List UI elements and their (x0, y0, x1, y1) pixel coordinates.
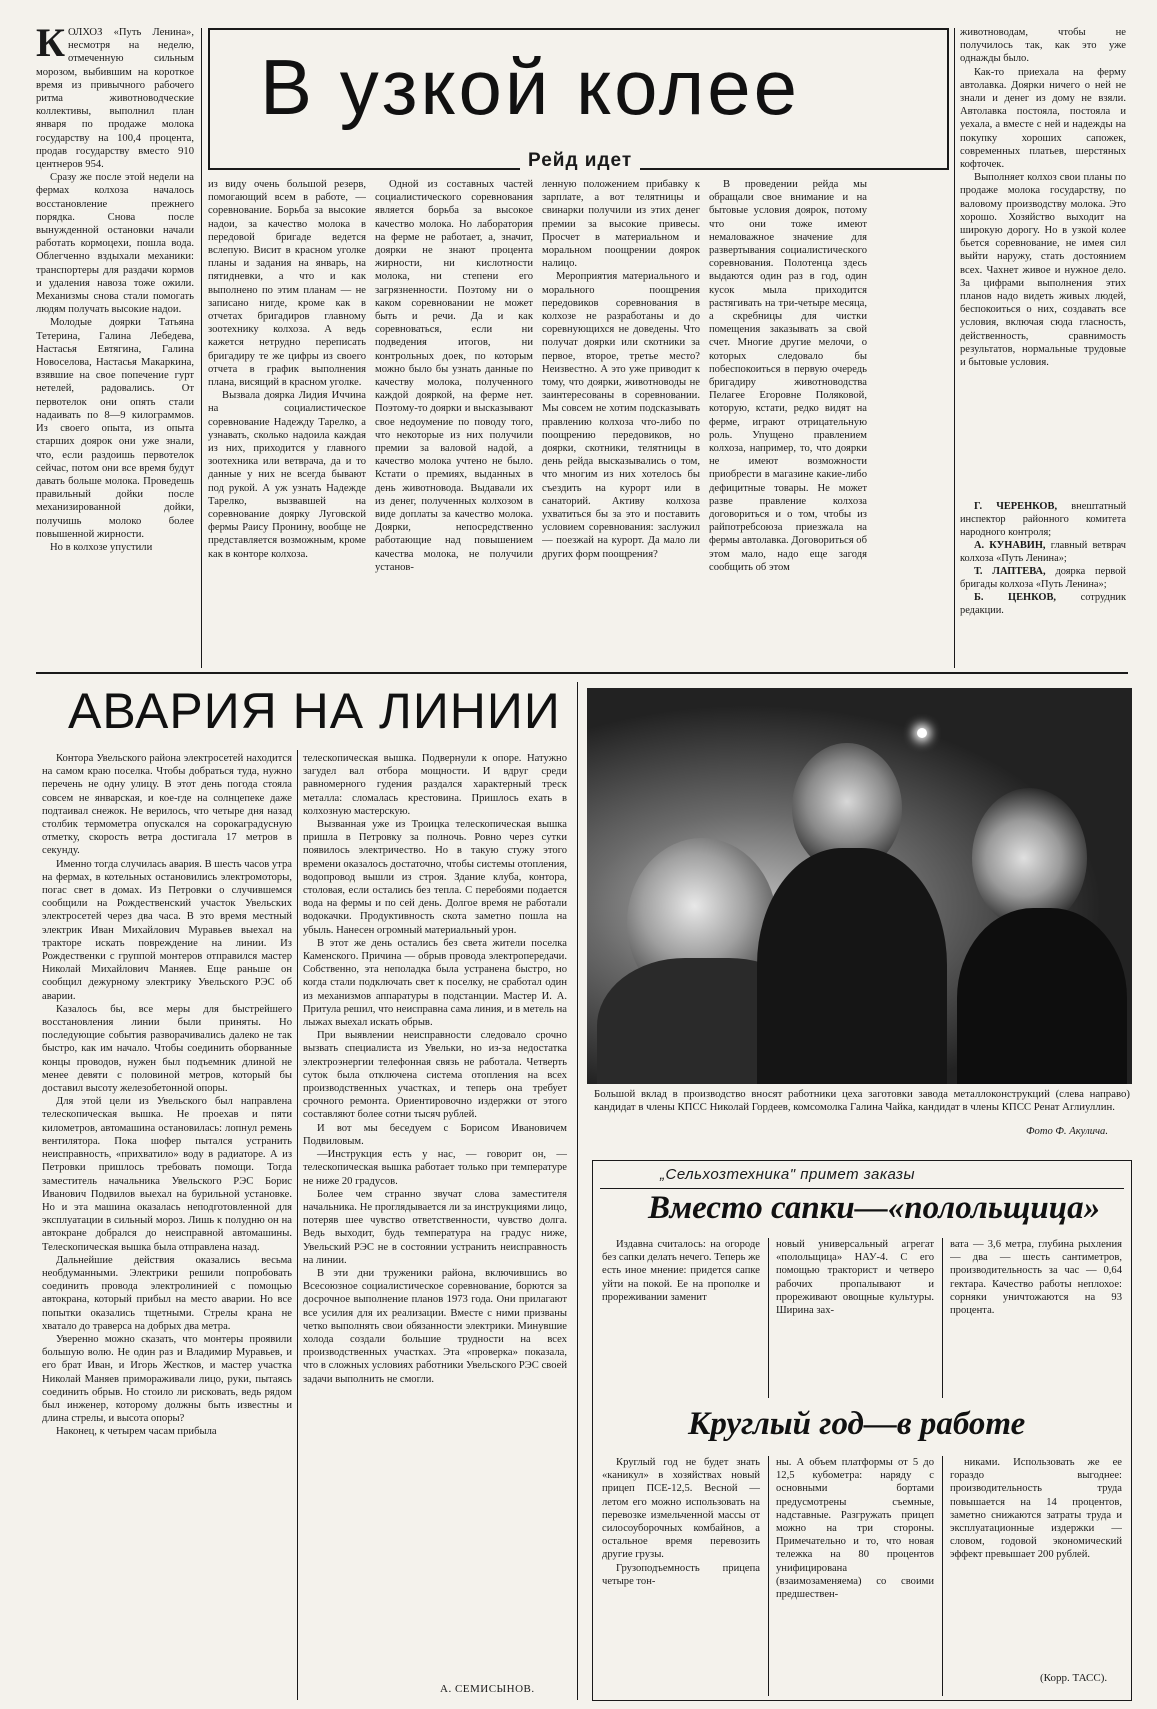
figure-right (972, 788, 1087, 928)
column-rule (577, 682, 578, 1700)
accident-column-1 (42, 752, 292, 1702)
figure-center-body (757, 848, 947, 1084)
paragraph: В этот же день остались без света жители поселка Каменского. Причина — обрыв провода электропередачи. Собственно, эта неполадка была устранена быстро, но когда стали подключать свет к поселку, не сработал один из механизмов аппаратуры в подстанции. Мастер И. А. Притула решил, что неисправна сама линия, и в метель на лыжах выехал искать обрыв. (303, 937, 567, 1029)
paragraph: Более чем странно звучат слова заместителя начальника. Не проглядывается ли за инструкциями лицо, потеряв шее чувство ответственности, чувство долга. Ведь выходит, будь температура на градус ниже, Увельский РЭС не в состоянии устранить неисправность на линии. (303, 1188, 567, 1266)
column-rule (201, 28, 202, 668)
accident-column-2 (303, 752, 567, 1680)
paragraph: Сразу же после этой недели на фермах колхоза началось восстановление прежнего порядка. Снова после вынужденной остановки начали работать кормоцехи, пошла вода. Облегченно вздыхали механики: транспортеры для раздачи кормов и удаления навоза тоже ожили. Механизмы снова стали помогать людям получать высокие надои. (36, 172, 194, 316)
top-story-column-1 (36, 26, 194, 666)
paragraph: В эти дни труженики района, включившись во Всесоюзное социалистическое соревнование, борются за досрочное выполнение планов 1973 года. Они прилагают все усилия для их реализации. Вместе с ними призваны четко выполнять свои обязанности электрики. Минувшие холода создали большие трудности на всех производственных участках. Эта «проверка» показала, что в сложных условиях работники Увельского РЭС своей задачи выполнить не смогли. (303, 1267, 567, 1385)
paragraph: животноводам, чтобы не получилось так, как это уже однажды было. (960, 27, 1126, 65)
drop-cap: К (36, 26, 66, 65)
photograph (587, 688, 1132, 1084)
signatures (960, 500, 1126, 668)
paragraph: Одной из составных частей социалистического соревнования является борьба за высокое качество молока. Но лаборатория на ферме не работает, а, значит, доярки не знают процента жирности, ни кислотности молока, ни степени его загрязненности. Поэтому ни о каком соревновании не может быть и речи. Да и как соревноваться, если ни подведения итогов, ни контрольных доек, по которым можно было бы узнать данные по качеству молока, полученного каждой дояркой, на ферме нет. Поэтому-то доярки и высказывают свое недоумение по поводу того, что некоторые из них получили премии за валовой надой, а качество молока учтено не было. Кстати о премиях, выданных в день животновода. Выдавали их из денег, полученных колхозом в виде доплаты за качество молока. Доярки, непосредственно работающие над повышением качества молока, не получили установ- (375, 179, 533, 573)
tass-credit: (Корр. ТАСС). (1040, 1672, 1108, 1684)
art2-column-2: ны. А объем платформы от 5 до 12,5 кубометра: наряду с основными бортами предусмотрены съемные, надставные. Разгружать прицеп можно на три стороны. Примечательно и то, что новая тележка на 80 процентов унифицирована (взаимозаменяема) со своими предшествен- (776, 1457, 934, 1601)
photo-credit: Фото Ф. Акулича. (1026, 1126, 1108, 1137)
accident-author: А. СЕМИСЫНОВ. (440, 1683, 535, 1695)
paragraph: Грузоподъемность прицепа четыре тон- (602, 1562, 760, 1587)
top-story-column-2 (208, 178, 366, 666)
paragraph: Молодые доярки Татьяна Тетерина, Галина Лебедева, Настасья Евтягина, Галина Новоселова, Настасья Макаркина, взявшие на свое попечение гурт нетелей, радовались. От первотелок они опять стали надаивать по 8—9 килограммов. Из своего опыта, из опыта старших доярок они уже знали, что, если раздоишь первотелок сейчас, потом они все время будут давать больше молока. Проведешь правильный дойки после механизированной дойки, получишь молоко более повышенной жирности. (36, 317, 194, 540)
art2-column-1 (602, 1456, 760, 1696)
selkhoz-headline-1: Вместо сапки—«полольщица» (648, 1190, 1101, 1226)
column-rule (942, 1238, 943, 1398)
rubric-underline (600, 1188, 1124, 1189)
selkhoz-rubric: „Сельхозтехника" примет заказы (660, 1166, 915, 1183)
sparkle (917, 728, 927, 738)
column-rule (297, 750, 298, 1700)
signature: Б. ЦЕНКОВ, сотрудник редакции. (960, 592, 1126, 616)
paragraph: из виду очень большой резерв, помогающий всем в работе, — соревнование. Борьба за высокие надои, за качество молока в передовой бригаде ведется вслепую. Висит в красном уголке планы и задания на январь, на пятидневки, а что и как выполнено по этим планам — не записано нигде, кроме как в отчетах бригадиров главному зоотехнику колхоза. А ведь кажется нетрудно переписать бригадиру те же цифры из своего отчета в график выполнения плана, висящий в красном уголке. (208, 179, 366, 389)
signature: Т. ЛАПТЕВА, доярка первой бригады колхоза «Путь Ленина»; (960, 566, 1126, 590)
paragraph: Мероприятия материального и морального поощрения передовиков соревнования в колхозе не разработаны и до соревнующихся не доведены. Что получат доярки или скотники за первое, второе, третье место? Неизвестно. А это уже приводит к тому, что доярки, животноводы не заинтересованы в соревновании. Мы совсем не хотим подсказывать правлению колхоза что-либо по поощрению передовиков, но доярки, скотники, телятницы в день рейда высказывались о том, что многим из них хотелось бы съездить на курорт или в санаторий. Активу колхоза ухватиться бы за это и поставить условием соревнования: заслужил — поезжай на курорт. Да мало ли других форм поощрения? (542, 271, 700, 560)
paragraph: Наконец, к четырем часам прибыла (56, 1426, 217, 1438)
signature: А. КУНАВИН, главный ветврач колхоза «Путь Ленина»; (960, 540, 1126, 564)
paragraph: Вызванная уже из Троицка телескопическая вышка пришла в Петровку за полночь. Ровно через сутки появилось электричество. Но в такую стужу этого времени оказалось достаточно, чтобы системы отопления, водопровод вышли из строя. Здание клуба, контора, столовая, если остались без тепла. С перебоями подается вода на фермы и по сей день. Долгое время не работали водокачки. Продуктивность скота заметно пошла на убыль. Нанесен огромный материальный урон. (303, 819, 567, 936)
paragraph: В проведении рейда мы обращали свое внимание и на бытовые условия доярок, потому что они тоже имеют немаловажное значение для развертывания социалистического соревнования. Полотенца здесь выдаются один раз в год, один кусок мыла приходится растягивать на три-четыре месяца, а скребницы для чистки помещения заказывать за свой счет. Многие другие мелочи, о которых следовало бы побеспокоиться в первую очередь бригадиру животноводства Пелагее Егоровне Поляковой, которую, кстати, редко видят на ферме, играют отрицательную роль. Упущено правлением колхоза, например, то, что доярки не имеют возможности приобрести в магазине какие-либо дефицитные товары. Не может разве правление колхоза договориться и о том, чтобы из райпотребсоюза приезжала на фермы автолавка. Договориться об этом мало, надо еще загодя сообщить об этом (709, 179, 867, 573)
top-story-column-6 (960, 26, 1126, 496)
top-story-headline: В узкой колее (260, 43, 801, 131)
art1-column-3: вата — 3,6 метра, глубина рыхления — два — шесть сантиметров, производительность за час — 0,64 гектара. Качество работы неплохое: сорняки уничтожаются на 93 процента. (950, 1239, 1122, 1317)
paragraph: Круглый год не будет знать «каникул» в хозяйствах новый прицеп ПСЕ-12,5. Весной — летом его можно использовать на перевозке измельченной массы от силосоуборочных комбайнов, а остальное время перевозить другие грузы. (602, 1457, 760, 1561)
paragraph: Именно тогда случилась авария. В шесть часов утра на фермах, в котельных остановились электромоторы, погас свет в домах. Из Петровки о случившемся сообщили на Рождественский участок Увельских электросетей через два часа. В это время местный электрик Иван Михайлович Муравьев выехал на тракторе искать повреждение на линии. Из Рождественки с группой монтеров отправился мастер Николай Михайлович Маняев. Еще раньше он сообщил дежурному электрику Увельского РЭС об аварии. (42, 858, 292, 1002)
paragraph: ОЛХОЗ «Путь Ленина», несмотря на неделю, отмеченную сильным морозом, выбившим на короткое время из привычного рабочего ритма животноводческие коллективы, выполнил план января по продаже молока государству на 100,4 процента, продав государству вместо 910 центнеров 954. (36, 27, 194, 171)
top-story-column-3 (375, 178, 533, 666)
art2-column-3: никами. Использовать же ее гораздо выгоднее: производительность труда повышается на 14 процентов, заметно снижаются затраты труда и эксплуатационные издержки — словом, годовой экономический эффект превышает 200 рублей. (950, 1457, 1122, 1561)
paragraph: ленную положением прибавку к зарплате, а вот телятницы и свинарки получили из этих денег премии за высокие привесы. Просчет в материальном и моральном поощрении доярок налицо. (542, 179, 700, 270)
rubric: Рейд идет (520, 150, 640, 172)
paragraph: Казалось бы, все меры для быстрейшего восстановления линии были приняты. Но последующие события разворачивались далеко не так быстро, как им начало. Чтобы соединить оборванные концы проводов, нужен был подъемник длиной не менее девяти с половиной метров, который бы доставил высоту железобетонной опоры. (42, 1003, 292, 1095)
selkhoz-headline-2: Круглый год—в работе (688, 1406, 1026, 1442)
paragraph: Дальнейшие действия оказались весьма необдуманными. Электрики решили попробовать соединить провода электролинией с помощью автокрана, который прибыл на место аварии. Но все попытки оказались тщетными. Стрелы крана не хватало до траверса на добрых два метра. (42, 1254, 292, 1332)
paragraph: Вызвала доярка Лидия Иччина на социалистическое соревнование Надежду Тарелко, а узнавать, сколько надоила каждая из них, приходится у главного зоотехника или ветврача, да и то данные у них не всегда бывают под рукой. А уж узнать Надежде Тарелко, вызвавшей на соревнование доярку Луговской фермы Раису Пронину, вообще не представляется возможным, кроме как в конторе колхоза. (208, 390, 366, 560)
paragraph: Выполняет колхоз свои планы по продаже молока государству, по валовому производству молока. Это хорошо. Хозяйство выходит на широкую дорогу. Но в узкой колее бьется соревнование, не имея сил выйти наружу, стать достоянием всех. Чахнет живое и нужное дело. За цифрами выполнения этих планов надо видеть живых людей, беспокоиться о них, создавать все условия, включая сюда гласность, действенность, сравнимость результатов, нормальные трудовые и бытовые условия. (960, 172, 1126, 369)
paragraph: Для этой цели из Увельского был направлена телескопическая вышка. Не проехав и пяти километров, автомашина остановилась: лопнул ремень вентилятора. Пока шофер пытался устранить неисправность, «прихватило» воду в радиаторе. А из Петровки пришлось требовать помощи. Тогда заместитель начальника Увельского РЭС Борис Иванович Подвилов выехал на бурильной установке. Но и эта машина оказалась неподготовленной для эксплуатации в сильный мороз. Лишь к полудню он на автокране добрался до неисправной автомашины. Телескопическая вышка была отправлена назад. (42, 1096, 292, 1253)
column-rule (942, 1456, 943, 1696)
top-story-column-5 (709, 178, 867, 666)
art1-column-1: Издавна считалось: на огороде без сапки делать нечего. Теперь же есть иное мнение: придется сапке уйти на покой. Ее на прополке и прореживании заменит (602, 1239, 760, 1303)
paragraph: При выявлении неисправности следовало срочно вызвать специалиста из Увельки, но из-за недостатка электроэнергии телефонная связь не работала. Четверть суток была отключена система отопления на всех производственных участках, и теперь она требует срочного ремонта. Ориентировочно издержки от этого составляют более сотни тысяч рублей. (303, 1030, 567, 1121)
paragraph: Но в колхозе упустили (50, 541, 153, 553)
column-rule (768, 1456, 769, 1696)
paragraph: Как-то приехала на ферму автолавка. Доярки ничего о ней не знали и денег из дому не взяли. Автолавка постояла, постояла и уехала, а вместе с ней и надежды на покупку хороших сапожек, современных платьев, шерстяных кофточек. (960, 66, 1126, 171)
figure-right-body (957, 908, 1127, 1084)
art1-column-2: новый универсальный агрегат «полольщица» НАУ-4. С его помощью тракторист и четверо рабочих пропалывают и прореживают овощные культуры. Ширина зах- (776, 1239, 934, 1317)
headline-box (208, 28, 949, 170)
paragraph: —Инструкция есть у нас, — говорит он, — телескопическая вышка работает только при температуре не ниже 20 градусов. (303, 1149, 567, 1187)
accident-headline: АВАРИЯ НА ЛИНИИ (68, 683, 561, 739)
paragraph: телескопическая вышка. Подвернули к опоре. Натужно загудел вал отбора мощности. И вдруг среди равномерного гудения раздался характерный треск металла: сломалась крестовина. Пришлось ехать в колхозную мастерскую. (303, 753, 567, 817)
section-divider (36, 672, 1128, 674)
column-rule (768, 1238, 769, 1398)
paragraph: Уверенно можно сказать, что монтеры проявили большую волю. Не один раз и Владимир Муравьев, и его брат Иван, и Игорь Жестков, и мастер участка Николай Маняев примораживали лицо, руки, пытаясь соединить обрыв. Но стоило ли рисковать, ведь рядом был инженер, которому должны быть известны и длина стрелы, и высота опоры? (42, 1333, 292, 1425)
paragraph: Контора Увельского района электросетей находится на самом краю поселка. Чтобы добраться туда, нужно перечень не одну улицу. В этот день погода стояла совсем не январская, и кое-где на солнцепеке даже подтаивал снежок. Не верилось, что четыре дня назад столбик термометра опускался на сорокаградусную отметку, скорость ветра достигала 17 метров в секунду. (42, 753, 292, 857)
paragraph: И вот мы беседуем с Борисом Ивановичем Подвиловым. (303, 1122, 567, 1147)
top-story-column-4 (542, 178, 700, 666)
signature: Г. ЧЕРЕНКОВ, внештатный инспектор районного комитета народного контроля; (960, 501, 1126, 538)
column-rule (954, 28, 955, 668)
photo-caption: Большой вклад в производство вносят работники цеха заготовки завода металлоконструкций (слева направо) кандидат в члены КПСС Николай Гордеев, комсомолка Галина Чайка, кандидат в члены КПСС Ренат Аглиуллин. (594, 1088, 1130, 1114)
